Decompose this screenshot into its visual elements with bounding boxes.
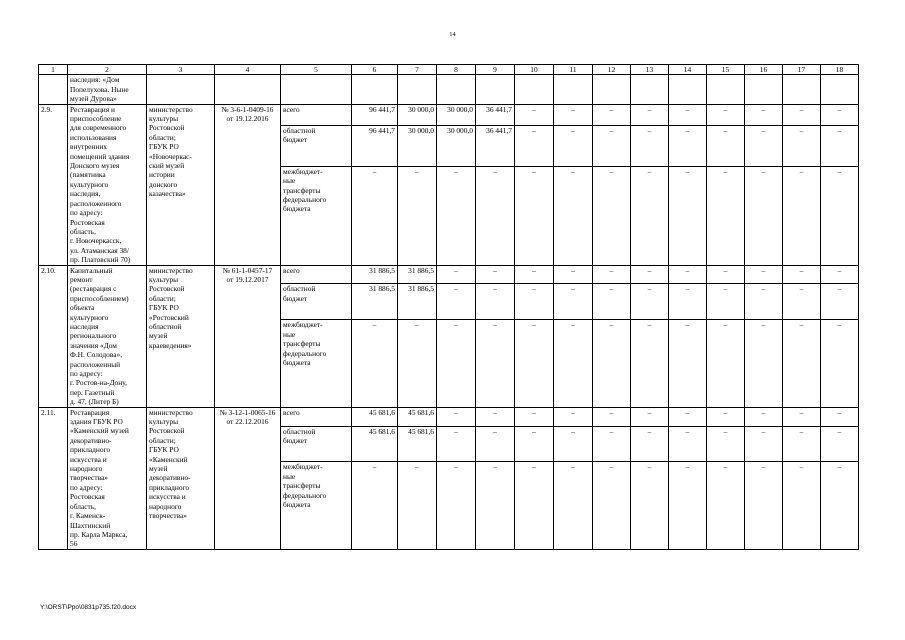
- object-line: для современного: [70, 123, 127, 133]
- value-cell: 45 681,6: [352, 426, 398, 462]
- customer-line: ский музей: [149, 161, 185, 171]
- object-line: расположенного: [70, 198, 122, 208]
- object-line: Попелухова. Ныне: [70, 84, 129, 94]
- empty-cell: [554, 75, 593, 104]
- customer-line: Ростовской: [149, 426, 185, 436]
- column-header: 14: [669, 65, 707, 75]
- object-line: (памятника: [70, 170, 106, 180]
- source-label: [281, 104, 352, 125]
- source-line: трансферты: [283, 481, 321, 491]
- source-line: бюджет: [283, 435, 308, 445]
- row-number: 2.10.: [39, 265, 68, 407]
- value-cell: –: [631, 104, 669, 125]
- customer-line: министерство: [149, 407, 193, 417]
- customer-line: прикладного: [149, 482, 190, 492]
- customer-line: «Ростовский: [149, 312, 189, 322]
- value-cell: –: [437, 426, 476, 462]
- source-line: федерального: [283, 194, 327, 204]
- object-line: здания ГБУК РО: [70, 417, 123, 427]
- value-cell: 45 681,6: [352, 407, 398, 426]
- column-header: 10: [515, 65, 554, 75]
- column-header: 15: [707, 65, 745, 75]
- object-line: значения «Дом: [70, 340, 117, 350]
- value-cell: 31 886,5: [352, 284, 398, 320]
- value-cell: –: [745, 104, 783, 125]
- value-cell: –: [707, 104, 745, 125]
- value-cell: –: [437, 166, 476, 265]
- source-line: ные: [283, 329, 296, 339]
- value-cell: –: [554, 126, 593, 167]
- table-row: [39, 265, 859, 284]
- customer-line: министерство: [149, 265, 193, 275]
- value-cell: –: [783, 284, 821, 320]
- object-line: помещений здания: [70, 151, 130, 161]
- value-cell: –: [669, 126, 707, 167]
- value-cell: –: [821, 284, 859, 320]
- object-line: г. Ростов-на-Дону,: [70, 378, 127, 388]
- value-cell: –: [821, 126, 859, 167]
- object-line: Ф.Н. Солодова»,: [70, 350, 123, 360]
- value-cell: –: [593, 104, 631, 125]
- value-cell: –: [554, 265, 593, 284]
- column-header: 18: [821, 65, 859, 75]
- object-line: д. 47, (Литер Б): [70, 397, 119, 407]
- row-number-cell: [39, 75, 68, 104]
- object-line: Донского музея: [70, 161, 120, 171]
- value-cell: –: [707, 426, 745, 462]
- object-line: регионального: [70, 331, 117, 341]
- value-cell: –: [707, 407, 745, 426]
- value-cell: –: [783, 462, 821, 549]
- empty-cell: [593, 75, 631, 104]
- source-line: межбюджет-: [283, 462, 323, 472]
- column-header: 5: [281, 65, 352, 75]
- value-cell: –: [669, 462, 707, 549]
- object-line: наследия: «Дом: [70, 75, 120, 85]
- empty-cell: [821, 75, 859, 104]
- value-cell: –: [593, 126, 631, 167]
- source-line: областной: [283, 426, 316, 436]
- source-label: [281, 407, 352, 426]
- value-cell: –: [783, 126, 821, 167]
- object-line: пер. Газетный: [70, 387, 115, 397]
- document-line: № 3-12-1-0065-16: [219, 407, 276, 417]
- source-label: [281, 462, 352, 549]
- object-line: Реставрация и: [70, 104, 115, 114]
- customer-line: музей: [149, 331, 168, 341]
- value-cell: –: [593, 265, 631, 284]
- value-cell: 45 681,6: [398, 426, 437, 462]
- source-line: бюджета: [283, 358, 311, 368]
- value-cell: –: [515, 462, 554, 549]
- source-label: [281, 126, 352, 167]
- object-line: Шахтинский: [70, 520, 111, 530]
- source-label: [281, 426, 352, 462]
- value-cell: –: [593, 462, 631, 549]
- object-line: пр. Платовский 70): [70, 255, 131, 265]
- value-cell: –: [437, 320, 476, 407]
- value-cell: –: [669, 426, 707, 462]
- source-line: бюджета: [283, 500, 311, 510]
- value-cell: –: [745, 284, 783, 320]
- value-cell: –: [783, 166, 821, 265]
- customer-line: областной: [149, 321, 182, 331]
- empty-cell: [398, 75, 437, 104]
- object-line: область,: [70, 501, 96, 511]
- source-line: ные: [283, 471, 296, 481]
- object-line: (реставрация с: [70, 284, 117, 294]
- object-line: ремонт: [70, 274, 93, 284]
- value-cell: –: [593, 284, 631, 320]
- customer-line: культуры: [149, 274, 179, 284]
- empty-cell: [215, 75, 281, 104]
- source-line: областной: [283, 126, 316, 136]
- object-line: по адресу:: [70, 482, 103, 492]
- object-line: творчества»: [70, 473, 108, 483]
- value-cell: –: [669, 265, 707, 284]
- value-cell: –: [631, 426, 669, 462]
- value-cell: –: [783, 265, 821, 284]
- object-line: декоративно-: [70, 435, 112, 445]
- empty-cell: [669, 75, 707, 104]
- source-line: областной: [283, 284, 316, 294]
- value-cell: –: [437, 462, 476, 549]
- value-cell: –: [821, 462, 859, 549]
- empty-cell: [437, 75, 476, 104]
- customer-line: истории: [149, 170, 175, 180]
- row-number: 2.9.: [39, 104, 68, 265]
- value-cell: –: [593, 426, 631, 462]
- empty-cell: [281, 75, 352, 104]
- empty-cell: [352, 75, 398, 104]
- value-cell: –: [476, 407, 515, 426]
- document-line: от 19.12.2017: [226, 274, 269, 284]
- value-cell: –: [631, 284, 669, 320]
- object-cell: [68, 75, 147, 104]
- value-cell: 30 000,0: [398, 104, 437, 125]
- value-cell: –: [352, 462, 398, 549]
- value-cell: –: [398, 462, 437, 549]
- customer-line: искусства и: [149, 492, 186, 502]
- value-cell: –: [745, 265, 783, 284]
- value-cell: 30 000,0: [437, 104, 476, 125]
- column-header: 13: [631, 65, 669, 75]
- column-header: 17: [783, 65, 821, 75]
- value-cell: –: [745, 426, 783, 462]
- row-number: 2.11.: [39, 407, 68, 549]
- document-line: № 3-6-1-0409-16: [221, 104, 274, 114]
- value-cell: 30 000,0: [437, 126, 476, 167]
- value-cell: –: [783, 426, 821, 462]
- source-line: бюджет: [283, 293, 308, 303]
- value-cell: 31 886,5: [352, 265, 398, 284]
- value-cell: –: [669, 320, 707, 407]
- value-cell: –: [476, 265, 515, 284]
- value-cell: –: [669, 284, 707, 320]
- object-line: по адресу:: [70, 208, 103, 218]
- empty-cell: [783, 75, 821, 104]
- column-header: 4: [215, 65, 281, 75]
- customer-line: Ростовской: [149, 284, 185, 294]
- value-cell: –: [515, 426, 554, 462]
- budget-table: [38, 64, 859, 550]
- column-header: 2: [68, 65, 147, 75]
- value-cell: –: [437, 284, 476, 320]
- value-cell: 31 886,5: [398, 265, 437, 284]
- source-line: всего: [283, 104, 300, 114]
- document-line: от 19.12.2016: [226, 114, 269, 124]
- empty-cell: [745, 75, 783, 104]
- value-cell: –: [745, 320, 783, 407]
- value-cell: –: [669, 104, 707, 125]
- value-cell: –: [783, 407, 821, 426]
- column-header: 1: [39, 65, 68, 75]
- customer-cell: [147, 104, 215, 265]
- value-cell: –: [398, 166, 437, 265]
- customer-line: области;: [149, 293, 176, 303]
- object-line: ул. Атаманская 38/: [70, 245, 129, 255]
- source-line: межбюджет-: [283, 320, 323, 330]
- column-header: 7: [398, 65, 437, 75]
- value-cell: –: [515, 104, 554, 125]
- value-cell: –: [631, 407, 669, 426]
- value-cell: –: [593, 320, 631, 407]
- object-line: Ростовская: [70, 217, 105, 227]
- customer-line: Ростовской: [149, 123, 185, 133]
- value-cell: –: [554, 166, 593, 265]
- object-line: по адресу:: [70, 369, 103, 378]
- customer-line: ГБУК РО: [149, 303, 179, 313]
- object-line: г. Каменск-: [70, 511, 106, 521]
- column-header: 8: [437, 65, 476, 75]
- source-line: трансферты: [283, 185, 321, 195]
- empty-cell: [147, 75, 215, 104]
- customer-line: области;: [149, 435, 176, 445]
- value-cell: –: [476, 166, 515, 265]
- object-line: культурного: [70, 312, 109, 322]
- column-header-row: [39, 65, 859, 75]
- object-line: музей Дурова»: [70, 94, 117, 104]
- value-cell: –: [476, 284, 515, 320]
- value-cell: –: [554, 407, 593, 426]
- customer-line: ГБУК РО: [149, 445, 179, 455]
- document-cell: [215, 104, 281, 265]
- source-line: федерального: [283, 490, 327, 500]
- value-cell: –: [476, 320, 515, 407]
- column-header: 16: [745, 65, 783, 75]
- value-cell: –: [476, 426, 515, 462]
- value-cell: –: [593, 407, 631, 426]
- page-number: 14: [449, 31, 456, 38]
- value-cell: –: [631, 462, 669, 549]
- source-label: [281, 284, 352, 320]
- customer-line: музей: [149, 464, 168, 474]
- value-cell: –: [515, 407, 554, 426]
- value-cell: –: [554, 284, 593, 320]
- value-cell: –: [352, 320, 398, 407]
- empty-cell: [707, 75, 745, 104]
- customer-line: казачества»: [149, 189, 186, 199]
- value-cell: –: [631, 320, 669, 407]
- object-line: расположенный: [70, 359, 121, 369]
- value-cell: 45 681,6: [398, 407, 437, 426]
- object-line: прикладного: [70, 445, 111, 455]
- file-path-footer: Y:\ORST\Ppo\0831p735.f20.docx: [40, 604, 137, 611]
- source-line: всего: [283, 407, 300, 417]
- customer-line: «Каменский: [149, 454, 188, 464]
- source-line: всего: [283, 265, 300, 275]
- value-cell: –: [707, 126, 745, 167]
- object-line: наследия: [70, 321, 99, 331]
- customer-line: культуры: [149, 114, 179, 124]
- empty-cell: [515, 75, 554, 104]
- customer-line: декоративно-: [149, 473, 191, 483]
- object-line: искусства и: [70, 454, 107, 464]
- source-line: трансферты: [283, 339, 321, 349]
- value-cell: 96 441,7: [352, 104, 398, 125]
- value-cell: –: [554, 462, 593, 549]
- object-line: пр. Карла Маркса,: [70, 529, 128, 539]
- object-line: 56: [70, 539, 78, 549]
- value-cell: –: [745, 126, 783, 167]
- value-cell: –: [821, 166, 859, 265]
- value-cell: –: [745, 462, 783, 549]
- customer-line: народного: [149, 501, 182, 511]
- value-cell: –: [669, 166, 707, 265]
- object-line: культурного: [70, 179, 109, 189]
- value-cell: –: [554, 320, 593, 407]
- object-line: Ростовская: [70, 492, 105, 502]
- column-header: 3: [147, 65, 215, 75]
- source-label: [281, 265, 352, 284]
- value-cell: –: [631, 126, 669, 167]
- customer-line: донского: [149, 179, 178, 189]
- object-cell: [68, 407, 147, 549]
- continuation-row: [39, 75, 859, 104]
- object-line: наследия,: [70, 189, 101, 199]
- document-line: № 61-1-0457-17: [222, 265, 273, 275]
- value-cell: 96 441,7: [352, 126, 398, 167]
- object-line: Реставрация: [70, 407, 110, 417]
- object-line: г. Новочеркасск,: [70, 236, 122, 246]
- value-cell: –: [398, 320, 437, 407]
- value-cell: –: [554, 426, 593, 462]
- source-line: бюджета: [283, 204, 311, 214]
- value-cell: –: [707, 462, 745, 549]
- object-line: приспособление: [70, 114, 122, 124]
- source-line: ные: [283, 176, 296, 186]
- value-cell: –: [783, 104, 821, 125]
- document-line: от 22.12.2016: [226, 417, 269, 427]
- value-cell: –: [437, 407, 476, 426]
- value-cell: –: [476, 462, 515, 549]
- object-line: внутренних: [70, 142, 107, 152]
- customer-line: краеведения»: [149, 340, 192, 350]
- source-line: межбюджет-: [283, 166, 323, 176]
- value-cell: –: [821, 265, 859, 284]
- customer-line: творчества»: [149, 511, 187, 521]
- source-line: федерального: [283, 348, 327, 358]
- value-cell: –: [554, 104, 593, 125]
- value-cell: 31 886,5: [398, 284, 437, 320]
- customer-cell: [147, 265, 215, 407]
- source-label: [281, 166, 352, 265]
- value-cell: 30 000,0: [398, 126, 437, 167]
- customer-line: министерство: [149, 104, 193, 114]
- empty-cell: [476, 75, 515, 104]
- value-cell: –: [669, 407, 707, 426]
- source-label: [281, 320, 352, 407]
- customer-line: ГБУК РО: [149, 142, 179, 152]
- value-cell: –: [745, 407, 783, 426]
- object-line: область,: [70, 226, 96, 236]
- value-cell: –: [707, 284, 745, 320]
- table-row: [39, 407, 859, 426]
- value-cell: 36 441,7: [476, 104, 515, 125]
- value-cell: –: [821, 320, 859, 407]
- document-cell: [215, 265, 281, 407]
- value-cell: –: [515, 320, 554, 407]
- value-cell: –: [707, 166, 745, 265]
- object-line: объекта: [70, 303, 95, 313]
- object-line: Капитальный: [70, 265, 113, 275]
- empty-cell: [631, 75, 669, 104]
- source-line: бюджет: [283, 135, 308, 145]
- column-header: 6: [352, 65, 398, 75]
- column-header: 11: [554, 65, 593, 75]
- value-cell: –: [352, 166, 398, 265]
- column-header: 9: [476, 65, 515, 75]
- value-cell: –: [631, 265, 669, 284]
- column-header: 12: [593, 65, 631, 75]
- table-row: [39, 104, 859, 125]
- customer-line: культуры: [149, 417, 179, 427]
- value-cell: –: [515, 126, 554, 167]
- value-cell: –: [515, 166, 554, 265]
- value-cell: –: [437, 265, 476, 284]
- value-cell: –: [745, 166, 783, 265]
- value-cell: –: [593, 166, 631, 265]
- object-line: народного: [70, 464, 103, 474]
- value-cell: –: [821, 407, 859, 426]
- value-cell: –: [821, 104, 859, 125]
- object-cell: [68, 265, 147, 407]
- customer-line: области;: [149, 132, 176, 142]
- value-cell: –: [515, 265, 554, 284]
- value-cell: 36 441,7: [476, 126, 515, 167]
- value-cell: –: [707, 320, 745, 407]
- object-cell: [68, 104, 147, 265]
- object-line: «Каменский музей: [70, 426, 129, 436]
- object-line: использования: [70, 132, 117, 142]
- value-cell: –: [821, 426, 859, 462]
- customer-cell: [147, 407, 215, 549]
- document-cell: [215, 407, 281, 549]
- value-cell: –: [707, 265, 745, 284]
- customer-line: «Новочеркас-: [149, 151, 192, 161]
- value-cell: –: [631, 166, 669, 265]
- object-line: приспособлением): [70, 293, 129, 303]
- value-cell: –: [783, 320, 821, 407]
- value-cell: –: [515, 284, 554, 320]
